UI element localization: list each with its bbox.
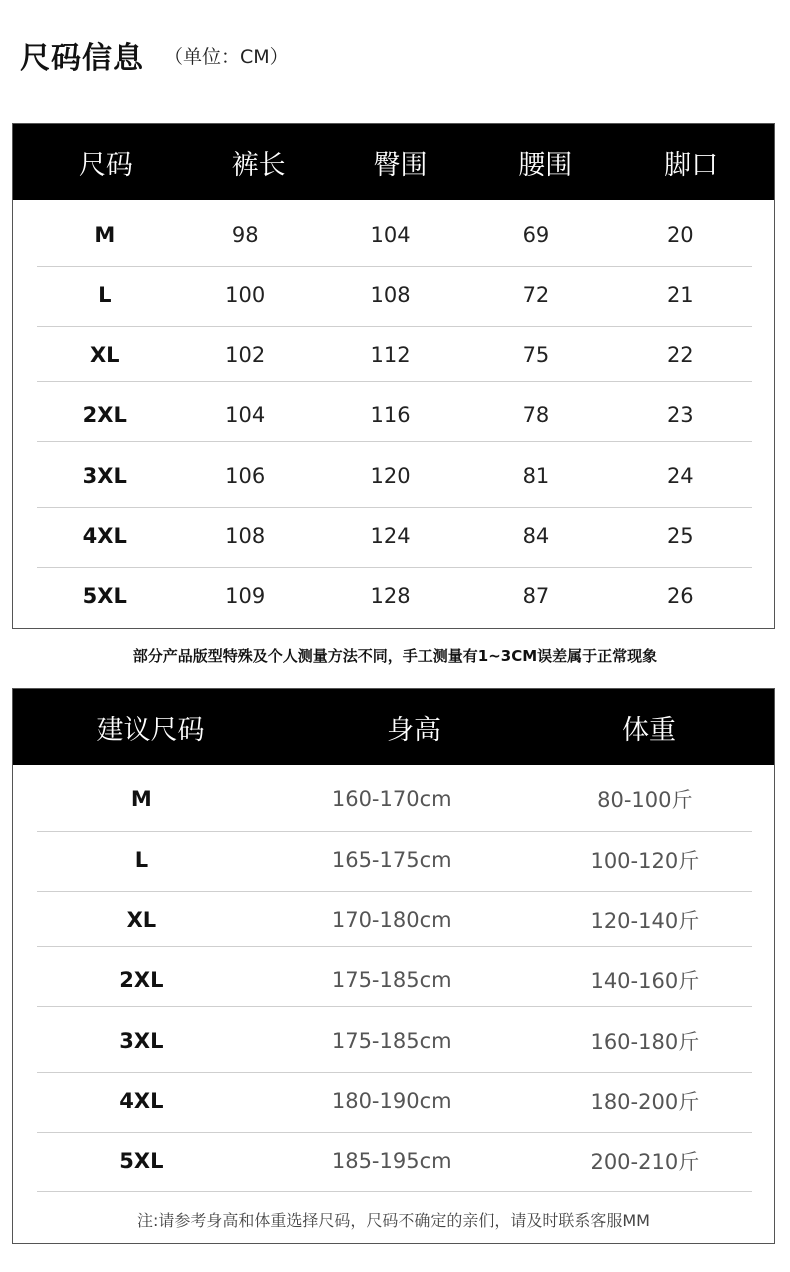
measurement-cell: 112 — [370, 343, 411, 367]
measurement-cell: 128 — [370, 584, 411, 608]
table-row — [37, 1071, 752, 1131]
row-divider — [37, 567, 752, 568]
weight-cell: 120-140斤 — [590, 909, 700, 933]
measurement-cell: 124 — [370, 524, 411, 548]
row-divider — [37, 946, 752, 947]
height-cell: 185-195cm — [331, 1149, 452, 1173]
unit-label: （单位：CM） — [164, 45, 289, 68]
table-row — [37, 205, 752, 265]
row-divider — [37, 1132, 752, 1133]
table-row — [37, 265, 752, 325]
table-row — [37, 325, 752, 385]
table-row — [37, 385, 752, 445]
row-divider — [37, 831, 752, 832]
measurement-cell: 23 — [666, 403, 694, 427]
weight-cell: 140-160斤 — [590, 969, 700, 993]
measurement-cell: 75 — [522, 343, 550, 367]
table-row — [37, 890, 752, 950]
measurement-cell: 100 — [225, 283, 266, 307]
row-divider — [37, 1006, 752, 1007]
header-hem: 脚口 — [664, 149, 719, 181]
size-cell: L — [134, 848, 149, 872]
size-cell: 2XL — [119, 968, 164, 992]
measurement-cell: 104 — [370, 223, 411, 247]
measurement-cell: 25 — [666, 524, 694, 548]
recommend-table — [12, 688, 775, 1244]
measurement-cell: 72 — [522, 283, 550, 307]
table-row — [37, 1011, 752, 1071]
page-title-row — [20, 30, 289, 80]
weight-cell: 100-120斤 — [590, 849, 700, 873]
row-divider — [37, 326, 752, 327]
table-row — [37, 830, 752, 890]
height-cell: 175-185cm — [331, 1029, 452, 1053]
weight-cell: 200-210斤 — [590, 1150, 700, 1174]
table-row — [37, 566, 752, 626]
recommend-table-header — [13, 689, 774, 765]
table-row — [37, 769, 752, 829]
measurement-cell: 108 — [225, 524, 266, 548]
table-row — [37, 950, 752, 1010]
header-waist: 腰围 — [518, 149, 573, 181]
measurement-cell: 87 — [522, 584, 550, 608]
header-height: 身高 — [387, 714, 441, 746]
row-divider — [37, 507, 752, 508]
measurement-cell: 24 — [666, 464, 694, 488]
size-cell: 4XL — [82, 524, 127, 548]
size-cell: 4XL — [119, 1089, 164, 1113]
measurement-note: 部分产品版型特殊及个人测量方法不同，手工测量有1~3CM误差属于正常现象 — [132, 647, 658, 665]
measurement-cell: 106 — [225, 464, 266, 488]
weight-cell: 80-100斤 — [597, 788, 693, 812]
header-size: 尺码 — [78, 149, 133, 181]
measurement-cell: 104 — [225, 403, 266, 427]
row-divider — [37, 1072, 752, 1073]
measurement-cell: 84 — [522, 524, 550, 548]
row-divider — [37, 891, 752, 892]
height-cell: 180-190cm — [331, 1089, 452, 1113]
measurement-cell: 20 — [666, 223, 694, 247]
size-cell: 5XL — [119, 1149, 164, 1173]
measurement-cell: 98 — [231, 223, 259, 247]
table-row — [37, 1131, 752, 1191]
row-divider — [37, 381, 752, 382]
size-cell: 5XL — [82, 584, 127, 608]
measurement-cell: 69 — [522, 223, 550, 247]
size-cell: L — [98, 283, 112, 307]
footer-note: 注:请参考身高和体重选择尺码，尺码不确定的亲们，请及时联系客服MM — [136, 1211, 650, 1230]
height-cell: 170-180cm — [331, 908, 452, 932]
header-weight: 体重 — [622, 714, 676, 746]
row-divider — [37, 266, 752, 267]
size-cell: 3XL — [119, 1029, 164, 1053]
size-cell: M — [94, 223, 116, 247]
header-recommended-size: 建议尺码 — [96, 714, 205, 746]
header-length: 裤长 — [231, 149, 286, 181]
measurement-cell: 78 — [522, 403, 550, 427]
size-cell: XL — [126, 908, 157, 932]
measurement-cell: 120 — [370, 464, 411, 488]
height-cell: 175-185cm — [331, 968, 452, 992]
size-cell: 2XL — [82, 403, 127, 427]
page-title: 尺码信息 — [20, 41, 144, 76]
size-cell: 3XL — [82, 464, 127, 488]
height-cell: 160-170cm — [331, 787, 452, 811]
table-row — [37, 446, 752, 506]
measurement-cell: 108 — [370, 283, 411, 307]
measurement-cell: 22 — [666, 343, 694, 367]
size-cell: M — [130, 787, 152, 811]
table-row — [37, 506, 752, 566]
measurement-cell: 81 — [522, 464, 550, 488]
measurement-cell: 109 — [225, 584, 266, 608]
row-divider — [37, 441, 752, 442]
size-table-header — [13, 124, 774, 200]
row-divider — [37, 1191, 752, 1192]
measurement-cell: 116 — [370, 403, 411, 427]
size-table — [12, 123, 775, 629]
height-cell: 165-175cm — [331, 848, 452, 872]
measurement-cell: 102 — [225, 343, 266, 367]
header-hip: 臀围 — [373, 149, 428, 181]
weight-cell: 160-180斤 — [590, 1030, 700, 1054]
size-cell: XL — [89, 343, 120, 367]
measurement-cell: 26 — [666, 584, 694, 608]
weight-cell: 180-200斤 — [590, 1090, 700, 1114]
measurement-cell: 21 — [666, 283, 694, 307]
